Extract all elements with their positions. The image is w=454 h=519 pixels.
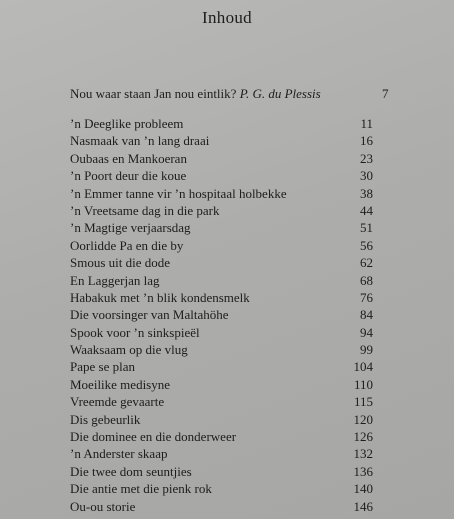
toc-entry <box>70 446 400 463</box>
toc-entry-page: 62 <box>360 255 373 271</box>
toc-entry-page: 126 <box>353 429 373 445</box>
intro-title: Nou waar staan Jan nou eintlik? <box>70 86 237 101</box>
toc-entry <box>70 255 400 272</box>
toc-entry <box>70 377 400 394</box>
toc-entry-page: 94 <box>360 324 373 340</box>
toc-entry-title: Oorlidde Pa en die by <box>70 237 184 253</box>
toc-entry <box>70 116 400 133</box>
toc-entry-page: 23 <box>360 150 373 166</box>
toc-entry <box>70 133 400 150</box>
toc-entry <box>70 412 400 429</box>
toc-entry-title: ’n Emmer tanne vir ’n hospitaal holbekke <box>70 185 287 201</box>
toc-entry-page: 99 <box>360 342 373 358</box>
toc-entry <box>70 499 400 516</box>
toc-entry <box>70 273 400 290</box>
toc-entry-title: ’n Poort deur die koue <box>70 168 187 184</box>
toc-entry-title: Spook voor ’n sinkspieël <box>70 324 200 340</box>
intro-entry <box>70 86 390 102</box>
toc-entry-page: 84 <box>360 307 373 323</box>
toc-entry-title: ’n Magtige verjaarsdag <box>70 220 191 236</box>
toc-entry-title: Smous uit die dode <box>70 255 171 271</box>
table-of-contents <box>70 116 400 516</box>
toc-entry <box>70 203 400 220</box>
toc-entry-title: ’n Anderster skaap <box>70 446 168 462</box>
toc-entry-title: Waaksaam op die vlug <box>70 342 188 358</box>
toc-entry-page: 110 <box>353 376 373 392</box>
toc-entry <box>70 481 400 498</box>
page-title: Inhoud <box>202 8 252 27</box>
toc-entry-title: Die dominee en die donderweer <box>70 429 237 445</box>
toc-entry-page: 16 <box>360 133 373 149</box>
toc-entry-title: Habakuk met ’n blik kondensmelk <box>70 289 250 305</box>
toc-entry-title: Pape se plan <box>70 359 135 375</box>
toc-entry-page: 68 <box>360 272 373 288</box>
toc-entry-page: 146 <box>353 498 373 514</box>
toc-entry <box>70 325 400 342</box>
toc-entry-page: 104 <box>353 359 373 375</box>
toc-entry-title: ’n Deeglike probleem <box>70 116 184 131</box>
toc-entry-title: ’n Vreetsame dag in die park <box>70 202 220 218</box>
intro-author: P. G. du Plessis <box>239 86 321 101</box>
toc-entry-title: Dis gebeurlik <box>70 411 141 427</box>
toc-entry <box>70 151 400 168</box>
toc-entry <box>70 290 400 307</box>
toc-entry <box>70 359 400 376</box>
toc-entry-title: Moeilike medisyne <box>70 376 171 392</box>
toc-entry-page: 30 <box>360 168 373 184</box>
toc-entry <box>70 394 400 411</box>
toc-entry <box>70 168 400 185</box>
toc-entry-page: 132 <box>353 446 373 462</box>
toc-entry-page: 56 <box>360 237 373 253</box>
toc-entry <box>70 429 400 446</box>
toc-entry <box>70 220 400 237</box>
toc-entry <box>70 307 400 324</box>
toc-entry-page: 136 <box>353 463 373 479</box>
toc-entry <box>70 342 400 359</box>
toc-entry-title: Die twee dom seuntjies <box>70 463 192 479</box>
toc-entry-page: 38 <box>360 185 373 201</box>
toc-entry-title: Oubaas en Mankoeran <box>70 150 187 166</box>
toc-entry-page: 51 <box>360 220 373 236</box>
toc-entry-title: Die antie met die pienk rok <box>70 481 212 497</box>
toc-entry-title: Ou-ou storie <box>70 498 136 514</box>
toc-entry-page: 120 <box>353 411 373 427</box>
toc-entry-title: Die voorsinger van Maltahöhe <box>70 307 229 323</box>
toc-entry-title: En Laggerjan lag <box>70 272 160 288</box>
toc-entry-page: 76 <box>360 289 373 305</box>
toc-entry <box>70 186 400 203</box>
toc-entry-page: 115 <box>353 394 373 410</box>
toc-entry-page: 140 <box>353 481 373 497</box>
toc-entry-title: Vreemde gevaarte <box>70 394 165 410</box>
toc-entry-page: 44 <box>360 202 373 218</box>
intro-page-number: 7 <box>382 86 389 101</box>
toc-entry-title: Nasmaak van ’n lang draai <box>70 133 210 149</box>
toc-entry <box>70 238 400 255</box>
toc-entry-page: 11 <box>360 116 373 131</box>
toc-entry <box>70 464 400 481</box>
